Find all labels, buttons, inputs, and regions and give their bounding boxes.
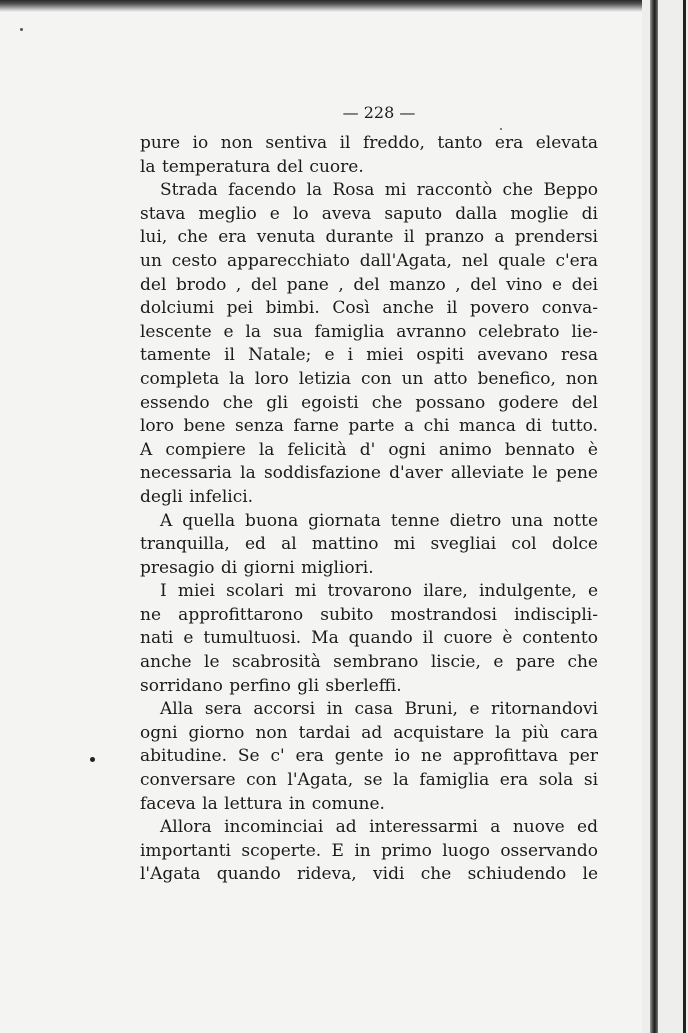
scan-speck: [20, 28, 23, 31]
text-lines: [140, 132, 598, 887]
text-line: faceva la lettura in comune.: [140, 793, 385, 814]
text-line: completa la loro letizia con un atto benefico, non: [140, 368, 598, 389]
text-line: lescente e la sua famiglia avranno celebrato lie-: [140, 321, 598, 342]
margin-mark: [90, 757, 95, 762]
text-line: un cesto apparecchiato dall'Agata, nel quale c'era: [140, 250, 598, 271]
text-line: A compiere la felicità d' ogni animo bennato è: [140, 439, 598, 460]
text-line: anche le scabrosità sembrano liscie, e pare che: [140, 652, 598, 673]
page-text: [140, 100, 598, 887]
text-line: Allora incominciai ad interessarmi a nuove ed: [160, 817, 598, 838]
text-line: nati e tumultuosi. Ma quando il cuore è contento: [140, 628, 598, 649]
scan-edge: [683, 0, 686, 1033]
text-line: dolciumi pei bimbi. Così anche il povero conva-: [140, 298, 598, 319]
text-line: la temperatura del cuore.: [140, 156, 364, 177]
text-line: essendo che gli egoisti che possano godere del: [140, 392, 598, 413]
page-top-shadow: [0, 0, 688, 12]
text-line: del brodo , del pane , del manzo , del vino e dei: [140, 274, 598, 295]
text-line: importanti scoperte. E in primo luogo osservando: [140, 840, 598, 861]
binding-edge: [650, 0, 658, 1033]
text-line: ne approfittarono subito mostrandosi indiscipli-: [140, 604, 598, 625]
text-line: presagio di giorni migliori.: [140, 557, 374, 578]
text-line: I miei scolari mi trovarono ilare, indulgente, e: [160, 581, 598, 602]
text-line: l'Agata quando rideva, vidi che schiudendo le: [140, 864, 598, 885]
text-line: stava meglio e lo aveva saputo dalla moglie di: [140, 203, 598, 224]
text-line: loro bene senza farne parte a chi manca di tutto.: [140, 416, 598, 437]
text-line: Strada facendo la Rosa mi raccontò che Beppo: [160, 180, 598, 201]
text-line: tamente il Natale; e i miei ospiti avevano resa: [140, 345, 598, 366]
text-line: abitudine. Se c' era gente io ne approfittava per: [140, 746, 598, 767]
text-line: pure io non sentiva il freddo, tanto era elevata: [140, 133, 598, 153]
page-number: — 228 —: [342, 103, 416, 122]
text-line: degli infelici.: [140, 486, 254, 507]
text-line: Alla sera accorsi in casa Bruni, e ritornandovi: [160, 699, 598, 720]
text-line: conversare con l'Agata, se la famiglia era sola si: [140, 770, 598, 791]
text-line: necessaria la soddisfazione d'aver alleviate le pene: [140, 463, 598, 484]
text-line: sorridano perfino gli sberleffi.: [140, 675, 402, 696]
text-line: ogni giorno non tardai ad acquistare la più cara: [140, 722, 598, 743]
text-line: A quella buona giornata tenne dietro una notte: [160, 510, 598, 531]
page-right-margin: [642, 0, 688, 1033]
text-line: lui, che era venuta durante il pranzo a prendersi: [140, 227, 598, 248]
text-line: tranquilla, ed al mattino mi svegliai col dolce: [140, 534, 598, 555]
